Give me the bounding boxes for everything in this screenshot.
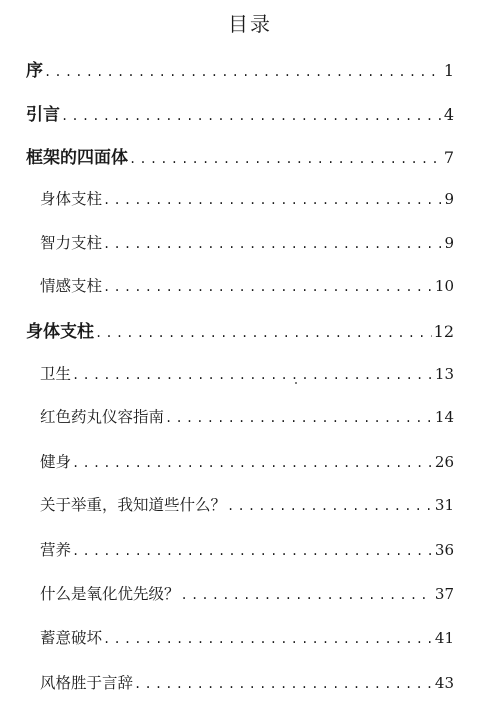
toc-entry[interactable] [40,450,454,472]
toc-entry-page: 4 [443,105,454,124]
dot-leader [72,544,433,558]
toc-entry-label: 智力支柱 [40,234,103,252]
toc-entry-page: 36 [434,541,454,559]
toc-entry-label: 蓄意破坏 [40,629,103,647]
dot-leader [165,411,433,425]
toc-entry-page: 26 [434,453,454,471]
toc-entry[interactable] [40,538,454,560]
toc-entry-label: 红色药丸仪容指南 [40,408,165,426]
toc-entry-label: 什么是氧化优先级？ [40,585,180,603]
toc-entry-label: 序 [26,61,43,81]
page-title: 目录 [228,12,272,36]
toc-entry-page: 14 [434,408,454,426]
toc-entry-label: 营养 [40,541,72,559]
toc-entry-page: 31 [434,496,454,514]
toc-entry-label: 关于举重，我知道些什么？ [40,496,227,514]
toc-entry-page: 41 [434,629,454,647]
toc-entry-page: 9 [444,234,454,252]
toc-entry[interactable] [40,187,454,209]
toc-entry[interactable] [40,626,454,648]
dot-leader [103,237,442,251]
toc-entry-page: 43 [434,674,454,692]
dot-leader [129,152,442,166]
toc-entry[interactable] [40,671,454,693]
toc-entry[interactable] [40,274,454,296]
dot-leader [95,326,432,340]
dot-leader [103,193,442,207]
toc-entry-page: 13 [434,365,454,383]
toc-entry-label: 健身 [40,453,72,471]
scan-speck [295,382,297,384]
toc-entry-label: 身体支柱 [26,322,94,342]
toc-entry[interactable] [26,56,454,81]
toc-entry[interactable] [26,100,454,125]
toc-entry[interactable] [40,231,454,253]
dot-leader [44,65,442,79]
toc-entry-label: 风格胜于言辞 [40,674,134,692]
dot-leader [72,456,433,470]
toc-entry[interactable] [26,143,454,168]
toc-entry-page: 9 [444,190,454,208]
toc-entry-page: 12 [433,322,454,341]
toc-entry-page: 1 [443,61,454,80]
toc-entry[interactable] [40,405,454,427]
dot-leader [103,632,433,646]
toc-entry-label: 卫生 [40,365,72,383]
dot-leader [227,499,433,513]
dot-leader [181,588,433,602]
toc-entry[interactable] [26,317,454,342]
toc-entry[interactable] [40,362,454,384]
toc-entry[interactable] [40,582,454,604]
toc-entry-label: 框架的四面体 [26,148,128,168]
dot-leader [134,677,433,691]
dot-leader [103,280,433,294]
dot-leader [61,109,442,123]
toc-entry-page: 7 [443,148,454,167]
toc-entry-label: 情感支柱 [40,277,103,295]
dot-leader [72,368,433,382]
toc-entry-page: 37 [434,585,454,603]
toc-entry-label: 引言 [26,105,60,125]
toc-entry-page: 10 [434,277,454,295]
toc-entry-label: 身体支柱 [40,190,103,208]
toc-entry[interactable] [40,493,454,515]
